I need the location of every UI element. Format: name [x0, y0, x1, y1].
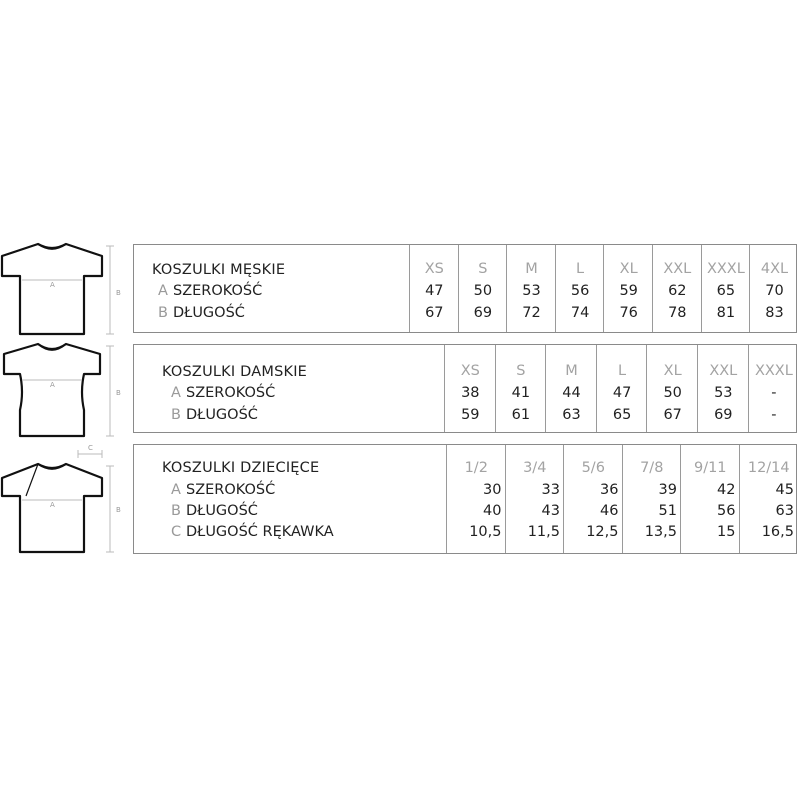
measurement-value: 59	[619, 283, 638, 299]
measurement-value: 47	[425, 283, 444, 299]
men-size-column	[652, 245, 702, 332]
measurement-value: -	[771, 407, 777, 423]
kids-size-table	[133, 444, 797, 554]
measurement-value: 47	[612, 385, 632, 401]
measurement-value: 63	[562, 407, 581, 423]
kids-section	[0, 442, 800, 557]
men-size-column	[749, 245, 799, 332]
measurement-value: 53	[714, 385, 733, 401]
size-header: M	[565, 363, 578, 379]
dimension-a-label: A	[50, 281, 55, 289]
measurement-value: 65	[716, 283, 736, 299]
size-header: 4XL	[760, 261, 789, 277]
measurement-value: 43	[541, 503, 560, 519]
measurement-value: 44	[562, 385, 581, 401]
men-size-column	[603, 245, 653, 332]
women-table-title: KOSZULKI DAMSKIE	[162, 364, 308, 380]
size-header: XXXL	[706, 261, 745, 277]
row-label-text: DŁUGOŚĆ RĘKAWKA	[186, 524, 334, 540]
measurement-value: 11,5	[527, 524, 560, 540]
kids-size-column	[446, 445, 506, 553]
dimension-a-label: A	[50, 381, 55, 389]
women-size-column	[596, 345, 648, 432]
measurement-value: 56	[570, 283, 590, 299]
measurement-value: 42	[717, 482, 736, 498]
measurement-value: 76	[619, 305, 638, 321]
measurement-value: 30	[483, 482, 502, 498]
measurement-value: 62	[668, 283, 687, 299]
size-header: 3/4	[523, 460, 547, 476]
size-header: L	[618, 363, 627, 379]
size-header: S	[516, 363, 526, 379]
dimension-b-label: B	[116, 289, 121, 297]
row-letter: C	[171, 524, 182, 540]
measurement-value: 46	[600, 503, 619, 519]
men-size-column	[555, 245, 605, 332]
measurement-value: 65	[612, 407, 632, 423]
kids-table-title: KOSZULKI DZIECIĘCE	[162, 460, 320, 476]
measurement-value: 16,5	[761, 524, 794, 540]
row-label-text: DŁUGOŚĆ	[186, 503, 258, 519]
size-header: 1/2	[464, 460, 488, 476]
measurement-value: 74	[570, 305, 590, 321]
measurement-value: 56	[717, 503, 736, 519]
measurement-value: 70	[765, 283, 784, 299]
women-size-column	[495, 345, 547, 432]
measurement-value: 41	[511, 385, 531, 401]
women-size-column	[444, 345, 496, 432]
dimension-b-label: B	[116, 506, 121, 514]
women-section	[0, 340, 800, 440]
size-header: S	[478, 261, 488, 277]
row-label-text: SZEROKOŚĆ	[186, 482, 276, 498]
measurement-value: 39	[658, 482, 677, 498]
measurement-value: -	[771, 385, 777, 401]
measurement-value: 13,5	[644, 524, 677, 540]
row-letter: B	[158, 305, 168, 321]
kids-row-width	[171, 482, 275, 498]
men-row-width	[158, 283, 262, 299]
men-size-column	[506, 245, 556, 332]
women-row-length	[171, 407, 258, 423]
size-header: 9/11	[693, 460, 727, 476]
men-size-column	[701, 245, 751, 332]
women-size-column	[646, 345, 698, 432]
measurement-value: 63	[775, 503, 794, 519]
row-letter: B	[171, 503, 181, 519]
women-size-column	[748, 345, 800, 432]
size-header: 5/6	[581, 460, 605, 476]
measurement-value: 83	[765, 305, 784, 321]
measurement-value: 72	[522, 305, 541, 321]
kids-size-column	[622, 445, 682, 553]
kids-tshirt-diagram-icon	[0, 442, 130, 557]
women-tshirt-diagram-icon	[0, 340, 130, 440]
measurement-value: 69	[473, 305, 493, 321]
men-row-length	[158, 305, 245, 321]
row-label-text: DŁUGOŚĆ	[186, 407, 258, 423]
dimension-a-label: A	[50, 501, 55, 509]
measurement-value: 51	[658, 503, 677, 519]
row-label-text: SZEROKOŚĆ	[186, 385, 276, 401]
row-label-text: SZEROKOŚĆ	[173, 283, 263, 299]
size-header: XXL	[709, 363, 738, 379]
measurement-value: 59	[461, 407, 480, 423]
row-letter: A	[158, 283, 168, 299]
measurement-value: 67	[663, 407, 682, 423]
row-letter: B	[171, 407, 181, 423]
women-size-column	[545, 345, 597, 432]
size-header: M	[525, 261, 538, 277]
size-header: XXXL	[754, 363, 793, 379]
kids-row-length	[171, 503, 258, 519]
size-header: XL	[663, 363, 682, 379]
measurement-value: 53	[522, 283, 541, 299]
measurement-value: 50	[473, 283, 493, 299]
measurement-value: 15	[717, 524, 736, 540]
measurement-value: 38	[461, 385, 480, 401]
men-size-column	[458, 245, 508, 332]
kids-size-column	[505, 445, 565, 553]
men-size-column	[409, 245, 459, 332]
size-header: 12/14	[747, 460, 790, 476]
measurement-value: 78	[668, 305, 687, 321]
row-label-text: DŁUGOŚĆ	[173, 305, 245, 321]
women-size-table	[133, 344, 797, 433]
size-header: XL	[619, 261, 638, 277]
row-letter: A	[171, 482, 181, 498]
measurement-value: 40	[483, 503, 502, 519]
size-header: L	[576, 261, 585, 277]
women-size-column	[697, 345, 749, 432]
measurement-value: 36	[600, 482, 619, 498]
measurement-value: 81	[716, 305, 736, 321]
measurement-value: 10,5	[469, 524, 502, 540]
measurement-value: 67	[425, 305, 444, 321]
kids-row-sleeve	[171, 524, 334, 540]
kids-size-column	[680, 445, 740, 553]
measurement-value: 50	[663, 385, 682, 401]
dimension-b-label: B	[116, 389, 121, 397]
men-section	[0, 238, 800, 338]
dimension-c-label: C	[88, 444, 93, 452]
row-letter: A	[171, 385, 181, 401]
measurement-value: 12,5	[586, 524, 619, 540]
size-header: XS	[424, 261, 444, 277]
measurement-value: 45	[775, 482, 794, 498]
kids-size-column	[739, 445, 799, 553]
men-table-title: KOSZULKI MĘSKIE	[152, 262, 286, 278]
measurement-value: 69	[714, 407, 733, 423]
measurement-value: 33	[541, 482, 560, 498]
size-header: XS	[460, 363, 480, 379]
measurement-value: 61	[511, 407, 531, 423]
men-size-table	[133, 244, 797, 333]
size-header: 7/8	[640, 460, 664, 476]
men-tshirt-diagram-icon	[0, 238, 130, 338]
kids-size-column	[563, 445, 623, 553]
size-header: XXL	[663, 261, 692, 277]
women-row-width	[171, 385, 275, 401]
